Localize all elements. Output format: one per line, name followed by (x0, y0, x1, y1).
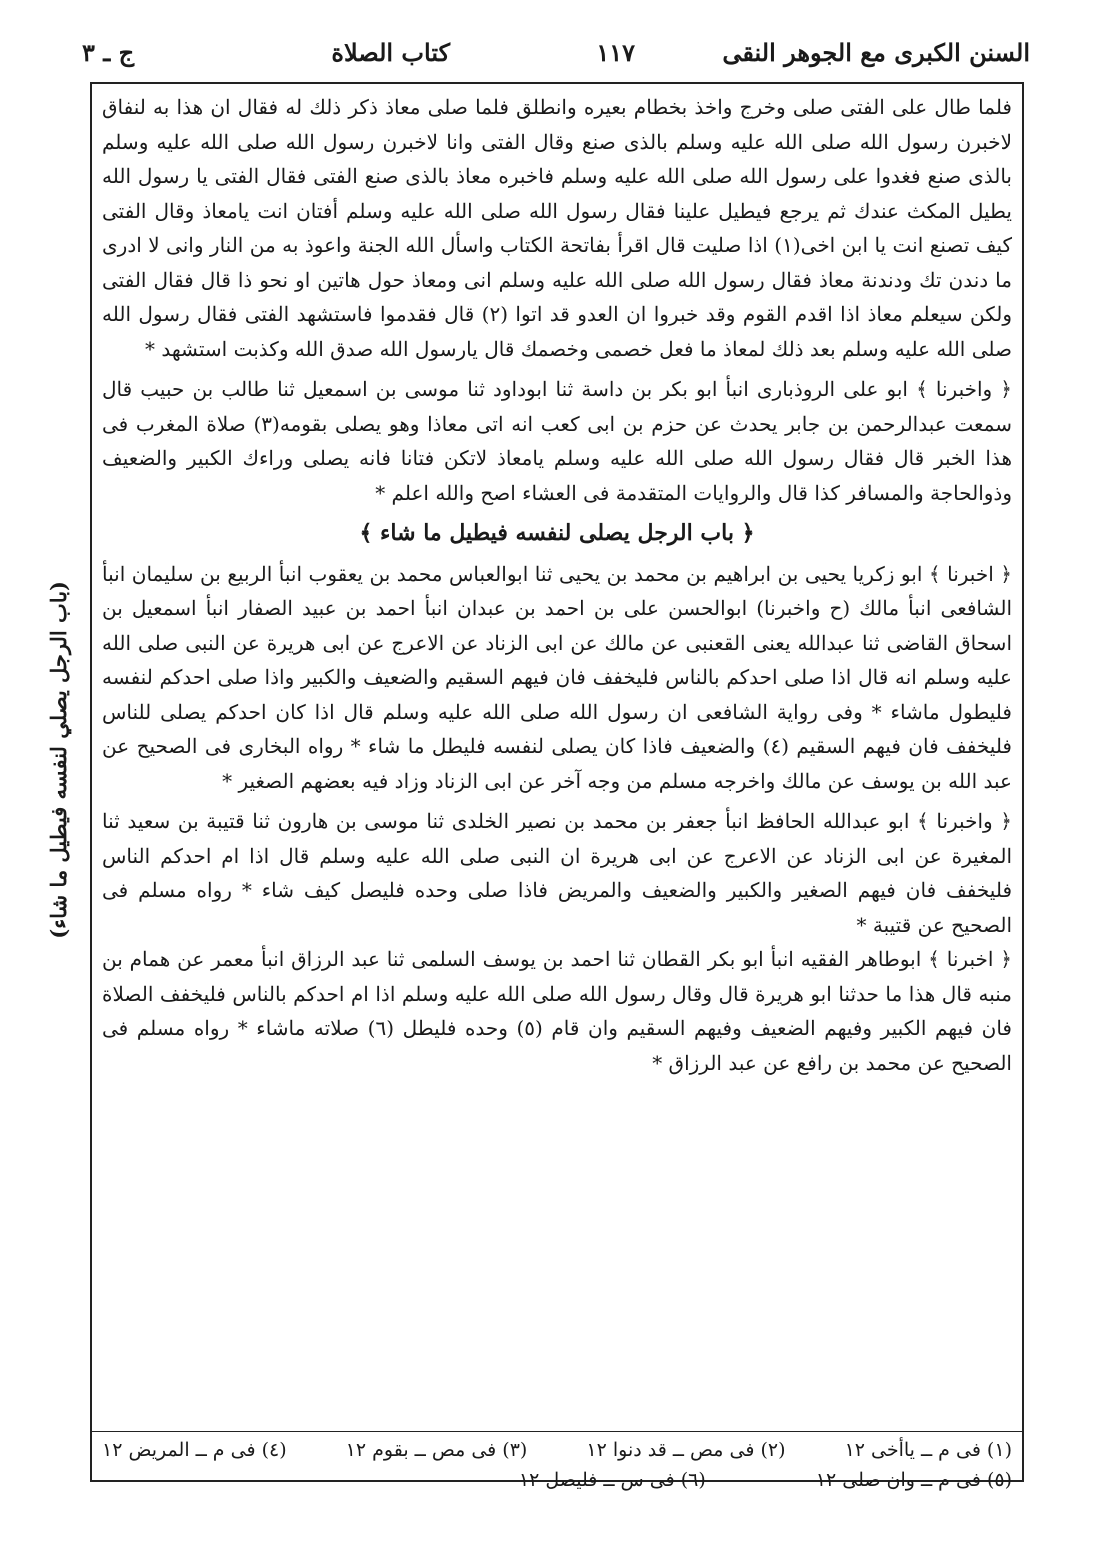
paragraph: ﴿ واخبرنا ﴾ ابو على الروذبارى انبأ ابو بكر بن داسة ثنا ابوداود ثنا موسى بن اسمعيل ثنا طالب بن حبيب قال سمعت عبدالرحمن بن جابر يحدث عن حزم بن ابى كعب انه اتى معاذا وهو يصلى بقومه(٣) صلاة المغرب فى هذا الخبر قال فقال رسول الله صلى الله عليه وسلم يامعاذ لاتكن فتانا فانه يصلى وراءك الكبير والضعيف وذوالحاجة والمسافر كذا قال والروايات المتقدمة فى العشاء اصح والله اعلم * (102, 377, 1012, 505)
footnote-row (102, 1465, 1012, 1495)
paragraph: ﴿ اخبرنا ﴾ ابو زكريا يحيى بن ابراهيم بن محمد بن يحيى ثنا ابوالعباس محمد بن يعقوب انبأ الربيع بن سليمان انبأ الشافعى انبأ مالك (ح واخبرنا) ابوالحسن على بن احمد بن عبدان انبأ احمد بن عبيد الصفار انبأ اسمعيل بن اسحاق القاضى ثنا عبدالله يعنى القعنبى عن مالك عن ابى الزناد عن الاعرج عن ابى هريرة عن النبى صلى الله عليه وسلم انه قال اذا صلى احدكم بالناس فليخفف فان فيهم السقيم والضعيف والكبير واذا صلى احدكم لنفسه فليطول ماشاء * وفى رواية الشافعى ان رسول الله صلى الله عليه وسلم قال اذا كان احدكم يصلى للناس فليخفف فان فيهم السقيم (٤) والضعيف فاذا كان يصلى لنفسه فليطل ما شاء * رواه البخارى فى الصحيح عن عبد الله بن يوسف عن مالك واخرجه مسلم من وجه آخر عن ابى الزناد وزاد فيه بعضهم الصغير * (102, 561, 1012, 793)
footnote: (٤) فى م ــ المريض ١٢ (102, 1439, 287, 1461)
paragraph: ﴿ واخبرنا ﴾ ابو عبدالله الحافظ انبأ جعفر بن محمد بن نصير الخلدى ثنا موسى بن هارون ثنا قتيبة بن سعيد ثنا المغيرة عن ابى الزناد عن الاعرج عن ابى هريرة ان النبى صلى الله عليه وسلم قال اذا ام احدكم الناس فليخفف فان فيهم الصغير والكبير والضعيف والمريض فاذا صلى وحده فليصل كيف شاء * رواه مسلم فى الصحيح عن قتيبة * (102, 809, 1012, 937)
chapter-heading: ﴿ باب الرجل يصلى لنفسه فيطيل ما شاء ﴾ (359, 520, 755, 546)
margin-chapter-title (28, 440, 88, 1080)
footnote: (٦) فى س ــ فليصل ١٢ (518, 1469, 706, 1491)
footnote: (٢) فى مص ــ قد دنوا ١٢ (586, 1439, 786, 1461)
text-frame (90, 82, 1024, 1491)
footnote: (١) فى م ــ ياأخى ١٢ (844, 1439, 1012, 1461)
main-text (102, 90, 1012, 1080)
footnote: (٣) فى مص ــ بقوم ١٢ (345, 1439, 528, 1461)
chapter-name: كتاب الصلاة (331, 38, 450, 67)
page-header (70, 38, 1030, 78)
footnote-row (102, 1435, 1012, 1465)
footnote: (٥) فى م ــ وان صلى ١٢ (815, 1469, 1012, 1491)
paragraph: ﴿ اخبرنا ﴾ ابوطاهر الفقيه انبأ ابو بكر القطان ثنا احمد بن يوسف السلمى ثنا عبد الرزاق انبأ معمر عن همام بن منبه قال هذا ما حدثنا ابو هريرة قال وقال رسول الله صلى الله عليه وسلم اذا ام احدكم بالناس فليخفف الصلاة فان فيهم الكبير وفيهم الضعيف وفيهم السقيم وان قام (٥) وحده فليطل (٦) صلاته ماشاء * رواه مسلم فى الصحيح عن محمد بن رافع عن عبد الرزاق * (102, 947, 1012, 1075)
paragraph: فلما طال على الفتى صلى وخرج واخذ بخطام بعيره وانطلق فلما صلى معاذ ذكر ذلك له فقال ان هذا به لنفاق لاخبرن رسول الله صلى الله عليه وسلم بالذى صنع وقال الفتى وانا لاخبرن رسول الله صلى الله عليه وسلم بالذى صنع فغدوا على رسول الله صلى الله عليه وسلم فاخبره معاذ بالذى صنع الفتى فقال الفتى يا رسول الله يطيل المكث عندك ثم يرجع فيطيل علينا فقال رسول الله صلى الله عليه وسلم أفتان انت يامعاذ وقال الفتى كيف تصنع انت يا ابن اخى(١) اذا صليت قال اقرأ بفاتحة الكتاب واسأل الله الجنة واعوذ به من النار وانى لا ادرى ما دندن تك ودندنة معاذ فقال رسول الله صلى الله عليه وسلم انى ومعاذ حول هاتين او نحو ذا قال فقال الفتى ولكن سيعلم معاذ اذا اقدم القوم وقد خبروا ان العدو قد اتوا (٢) قال فقدموا فاستشهد الفتى فقال رسول الله صلى الله عليه وسلم بعد ذلك لمعاذ ما فعل خصمى وخصمك قال يارسول الله صدق الله وكذبت استشهد * (102, 95, 1012, 361)
page-number: ١١٧ (596, 38, 635, 67)
footnote-divider (92, 1431, 1022, 1432)
book-title: السنن الكبرى مع الجوهر النقى (722, 38, 1030, 67)
footnotes (102, 1435, 1012, 1495)
margin-title-text: (باب الرجل يصلي لنفسه فيطيل ما شاء) (45, 581, 71, 939)
volume-number: ج ـ ٣ (82, 38, 135, 67)
